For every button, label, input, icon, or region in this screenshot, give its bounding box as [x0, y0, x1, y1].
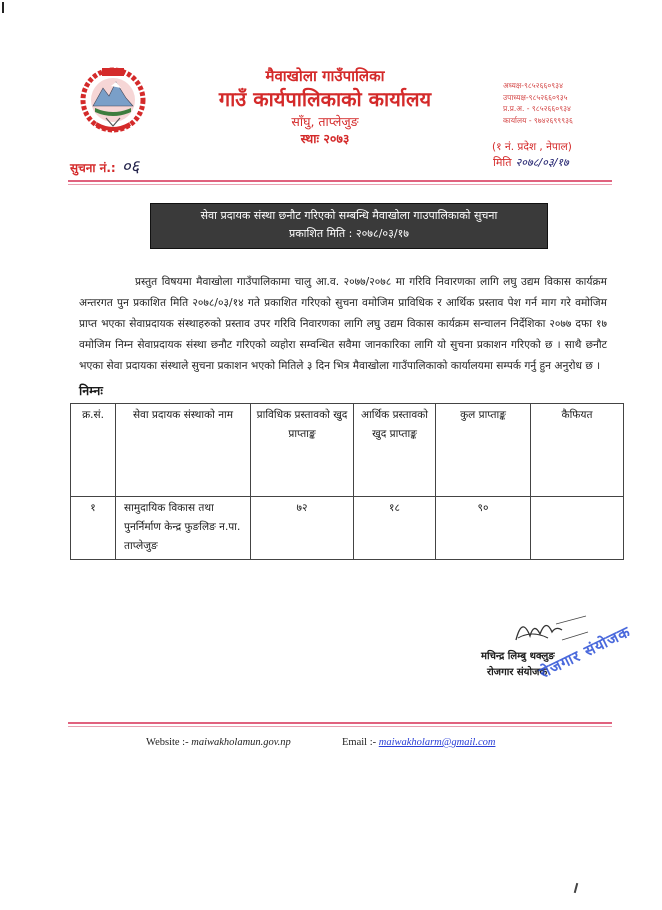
contact-line: कार्यालय - ९७४२६९९९३६ [503, 115, 573, 125]
header-divider [68, 180, 612, 182]
signatory-role: रोजगार संयोजक [487, 667, 548, 678]
notice-body [79, 272, 607, 377]
column-header-financial: आर्थिक प्रस्तावको खुद प्राप्ताङ्क [354, 404, 436, 497]
contact-numbers [503, 80, 613, 126]
date-line [493, 155, 569, 170]
cell-sn: १ [71, 497, 116, 560]
established-year: स्थाः २०७३ [300, 131, 350, 146]
list-heading: निम्नः [79, 383, 103, 398]
letterhead-title [190, 66, 460, 147]
scan-corner-mark [2, 2, 4, 13]
cell-total-score: ९० [436, 497, 531, 560]
email-link[interactable]: maiwakholarm@gmail.com [378, 737, 496, 748]
municipality-name: मैवाखोला गाउँपालिका [265, 67, 385, 85]
province-label: (१ नं. प्रदेश , नेपाल) [492, 141, 572, 153]
selection-table [70, 403, 624, 560]
footer-email [342, 737, 495, 748]
cell-financial-score: १८ [354, 497, 436, 560]
notice-title-banner [150, 203, 548, 249]
cell-provider-name: सामुदायिक विकास तथा पुनर्निर्माण केन्द्र फुङलिङ न.पा. ताप्लेजुङ [116, 497, 251, 560]
email-label: Email :- [342, 737, 377, 748]
office-address: साँघु, ताप्लेजुङ [291, 114, 359, 129]
notice-number [70, 154, 139, 177]
website-link[interactable]: maiwakholamun.gov.np [191, 737, 291, 748]
column-header-technical: प्राविधिक प्रस्तावको खुद प्राप्ताङ्क [251, 404, 354, 497]
notice-number-value: ०६ [121, 157, 140, 177]
notice-title: सेवा प्रदायक संस्था छनौट गरिएको सम्बन्धि मैवाखोला गाउपालिकाको सुचना [200, 209, 498, 222]
publish-date: प्रकाशित मिति : २०७८/०३/१७ [288, 227, 410, 240]
body-paragraph: प्रस्तुत विषयमा मैवाखोला गाउँपालिकामा चालु आ.व. २०७७/२०७८ मा गरिवि निवारणका लागि लघु उद्यम विकास कार्यक्रम अन्तरगत पुन प्रकाशित मिति २०७८/०३/१४ गते प्रकाशित गरिएको सुचना वमोजिम प्राविधिक र आर्थिक प्रस्ताव पेश गर्न माग गरे वमोजिम प्राप्त भएका सेवाप्रदायक संस्थाहरुको प्रस्ताव उपर गरिवि निवारणका लागि लघु उद्यम विकास कार्यक्रम सन्चालन निर्देशिका २०७७ दफा १७ वमोजिम निम्न सेवाप्रदायक संस्था छनौट गरिएको व्यहोरा सम्वन्धित सवैमा जानकारिका लागि यो सुचना प्रकाशन गरिएको छ । साथै छनौट भएका सेवा प्रदायका संस्थाले सुचना प्रकाशन भएको मितिले ३ दिन भित्र मैवाखोला गाउँपालिकाको कार्यालयमा सम्पर्क गर्नु हुन अनुरोध छ । [79, 276, 607, 372]
footer-website [146, 737, 291, 748]
stray-pen-mark [574, 883, 579, 893]
footer-divider [68, 722, 612, 724]
contact-line: अध्यक्ष-९८५२६६०९३४ [503, 81, 563, 90]
notice-number-label: सुचना नं.: [70, 161, 116, 175]
signatory-name: मचिन्द्र लिम्बु थक्लुङ [481, 651, 555, 662]
column-header-total: कुल प्राप्ताङ्क [436, 404, 531, 497]
column-header-sn: क्र.सं. [71, 404, 116, 497]
table-row [71, 497, 624, 560]
column-header-provider: सेवा प्रदायक संस्थाको नाम [116, 404, 251, 497]
cell-technical-score: ७२ [251, 497, 354, 560]
table-header-row [71, 404, 624, 497]
date-value: २०७८/०३/१७ [515, 156, 569, 169]
footer-divider-thin [68, 726, 612, 727]
official-stamp: रोजगार संयोजक [536, 622, 634, 683]
column-header-remarks: कैफियत [531, 404, 624, 497]
website-label: Website :- [146, 737, 189, 748]
nepal-emblem-icon [78, 62, 148, 136]
date-label: मिति [493, 156, 512, 169]
contact-line: उपाध्यक्ष-९८५२६६०९३५ [503, 92, 568, 102]
cell-remarks [531, 497, 624, 560]
contact-line: प्र.प्र.अ. - ९८५२६६०९३४ [503, 104, 571, 113]
office-name: गाउँ कार्यपालिकाको कार्यालय [218, 87, 432, 111]
header-divider-thin [68, 184, 612, 185]
